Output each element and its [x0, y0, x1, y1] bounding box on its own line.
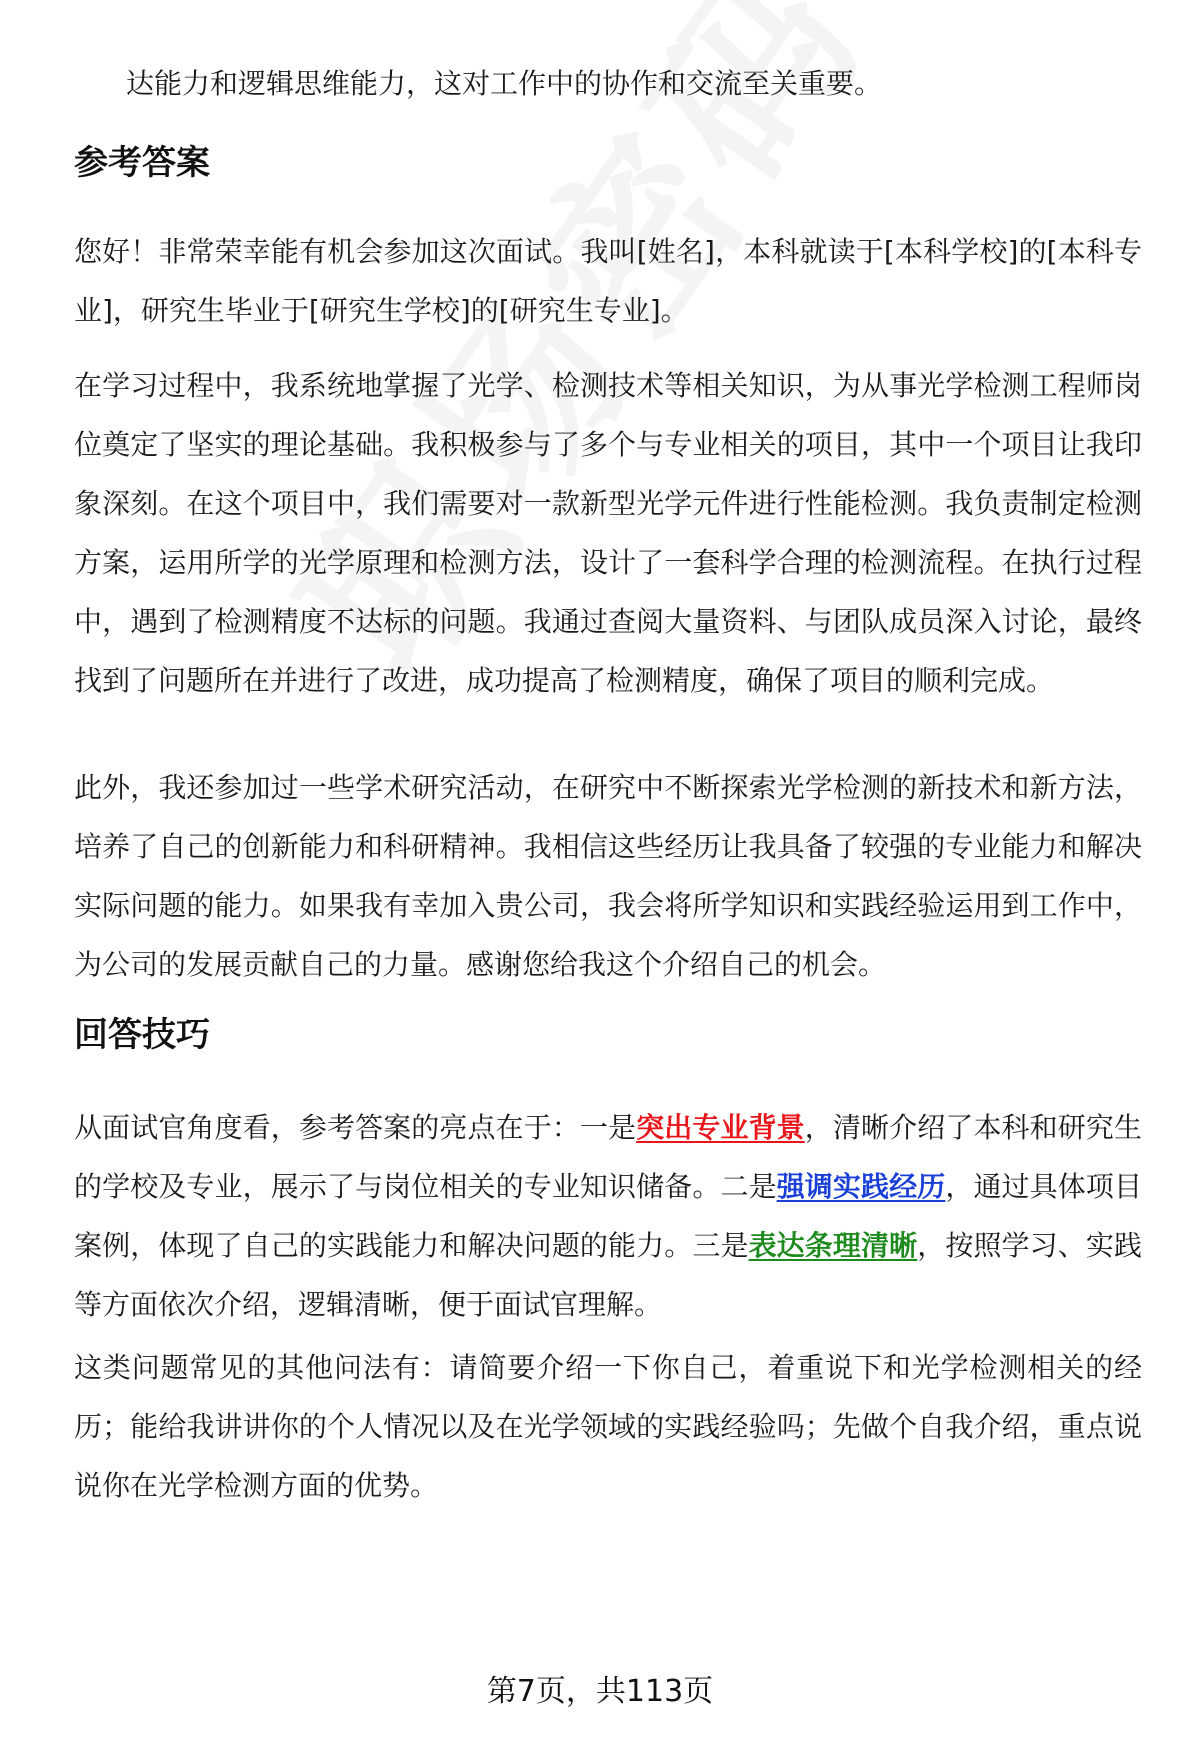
page-number: 第7页，共113页 [486, 1674, 714, 1709]
section-title-tips: 回答技巧 [74, 1015, 210, 1055]
tips-text-3: ，通过具体项目案例，体现了自己的实践能力和解决问题的能力。三是 [74, 1170, 1142, 1262]
tips-paragraph-1 [74, 1098, 1142, 1334]
tips-text-2: ，清晰介绍了本科和研究生的学校及专业，展示了与岗位相关的专业知识储备。二是 [74, 1111, 1142, 1203]
continued-text: 达能力和逻辑思维能力，这对工作中的协作和交流至关重要。 [126, 67, 883, 100]
reference-paragraph-3: 此外，我还参加过一些学术研究活动，在研究中不断探索光学检测的新技术和新方法，培养了自己的创新能力和科研精神。我相信这些经历让我具备了较强的专业能力和解决实际问题的能力。如果我有幸加入贵公司，我会将所学知识和实践经验运用到工作中，为公司的发展贡献自己的力量。感谢您给我这个介绍自己的机会。 [74, 771, 1142, 981]
reference-paragraph-2: 在学习过程中，我系统地掌握了光学、检测技术等相关知识，为从事光学检测工程师岗位奠定了坚实的理论基础。我积极参与了多个与专业相关的项目，其中一个项目让我印象深刻。在这个项目中，我们需要对一款新型光学元件进行性能检测。我负责制定检测方案，运用所学的光学原理和检测方法，设计了一套科学合理的检测流程。在执行过程中，遇到了检测精度不达标的问题。我通过查阅大量资料、与团队成员深入讨论，最终找到了问题所在并进行了改进，成功提高了检测精度，确保了项目的顺利完成。 [74, 369, 1142, 697]
highlight-clear-expression: 表达条理清晰 [748, 1229, 918, 1262]
tips-paragraph-2: 这类问题常见的其他问法有：请简要介绍一下你自己，着重说下和光学检测相关的经历；能给我讲讲你的个人情况以及在光学领域的实践经验吗；先做个自我介绍，重点说说你在光学检测方面的优势。 [74, 1351, 1142, 1502]
section-title-reference: 参考答案 [74, 143, 210, 183]
reference-paragraph-1: 您好！非常荣幸能有机会参加这次面试。我叫[姓名]，本科就读于[本科学校]的[本科专业]，研究生毕业于[研究生学校]的[研究生专业]。 [74, 235, 1142, 327]
tips-text-1: 从面试官角度看，参考答案的亮点在于：一是 [74, 1111, 637, 1144]
tips-text-4: ，按照学习、实践等方面依次介绍，逻辑清晰，便于面试官理解。 [74, 1229, 1142, 1321]
highlight-practical-experience: 强调实践经历 [776, 1170, 946, 1203]
highlight-professional-background: 突出专业背景 [636, 1111, 805, 1144]
